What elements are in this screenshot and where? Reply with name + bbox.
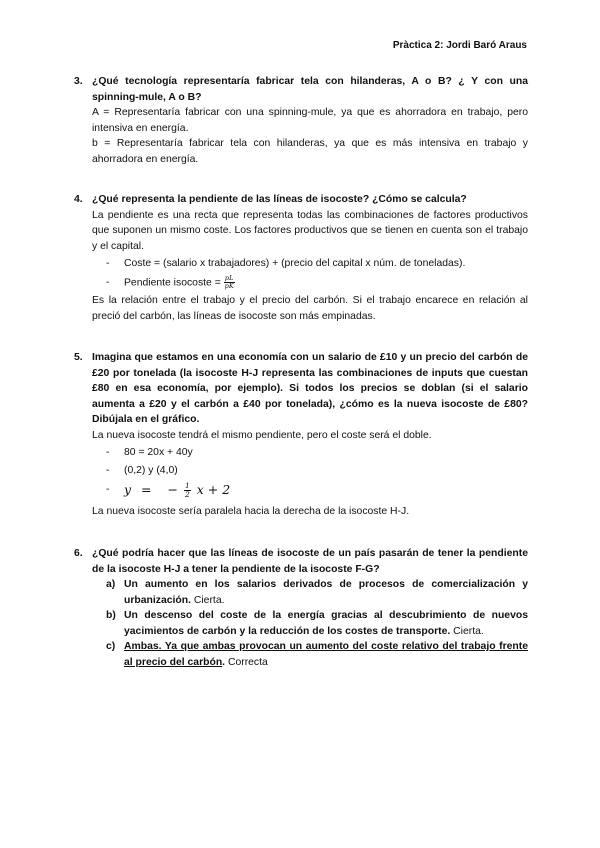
question-6 (74, 546, 528, 670)
question-number: 6. (74, 548, 83, 559)
equation: y = − $\frac{1}{2}$ x + 2 (124, 481, 231, 499)
answer-intro: La nueva isocoste tendrá el mismo pendiente, pero el coste será el doble. (92, 429, 432, 441)
question-number: 4. (74, 194, 83, 205)
answer-conclusion: Es la relación entre el trabajo y el precio del carbón. Si el trabajo encarece en relación al preció del carbón, las líneas de isocoste son más empinadas. (92, 295, 528, 322)
option-b: b) Un descenso del coste de la energía gracias al descubrimiento de nuevos yacimientos de carbón y la reducción de los costes de transporte. Cierta. (106, 610, 528, 637)
list-item: - Pendiente isocoste = $\frac{pL}{pK}$ (106, 273, 234, 290)
answer-b: b = Representaría fabricar tela con hilanderas, ya que es más intensiva en trabajo y ahorradora en energía. (92, 138, 528, 165)
slope-fraction: $\frac{pL}{pK}$ (224, 273, 234, 290)
question-4 (74, 192, 528, 324)
option-a: a) Un aumento en los salarios derivados de procesos de comercialización y urbanización. Cierta. (106, 579, 528, 606)
list-item: - y = − $\frac{1}{2}$ x + 2 (106, 481, 231, 499)
list-item: - Coste = (salario x trabajadores) + (precio del capital x núm. de toneladas). (106, 258, 466, 269)
question-title: ¿Qué representa la pendiente de las líneas de isocoste? ¿Cómo se calcula? (92, 194, 467, 205)
question-number: 5. (74, 352, 83, 363)
question-number: 3. (74, 76, 83, 87)
question-3 (74, 74, 528, 167)
page-header: Pràctica 2: Jordi Baró Araus (392, 40, 527, 51)
answer-a: A = Representaría fabricar con una spinning-mule, ya que es ahorradora en trabajo, pero intensiva en energía. (92, 107, 528, 134)
answer-conclusion: La nueva isocoste sería paralela hacia la derecha de la isocoste H-J. (92, 505, 410, 517)
question-title: ¿Qué podría hacer que las líneas de isocoste de un país pasarán de tener la pendiente de la isocoste H-J a tener la pendiente de la isocoste F-G? (92, 548, 528, 575)
option-c: c) Ambas. Ya que ambas provocan un aumento del coste relativo del trabajo frente al precio del carbón. Correcta (106, 641, 528, 668)
question-title: ¿Qué tecnología representaría fabricar tela con hilanderas, A o B? ¿ Y con una spinning-mule, A o B? (92, 76, 528, 103)
question-title: Imagina que estamos en una economía con un salario de £10 y un precio del carbón de £20 por tonelada (la isocoste H-J representa las combinaciones de inputs que cuestan £80 en esa economía, por ejemplo). Si todos los precios se doblan (si el salario aumenta a £20 y el carbón a £40 por tonelada), ¿cómo es la nueva isocoste de £80? Dibújala en el gráfico. (92, 352, 528, 425)
question-5 (74, 350, 528, 519)
answer-intro: La pendiente es una recta que representa todas las combinaciones de factores productivos que suponen un mismo coste. Los factores productivos que se tienen en cuenta son el trabajo y el capital. (92, 209, 528, 252)
list-item: - (0,2) y (4,0) (106, 464, 178, 476)
list-item: - 80 = 20x + 40y (106, 447, 193, 458)
